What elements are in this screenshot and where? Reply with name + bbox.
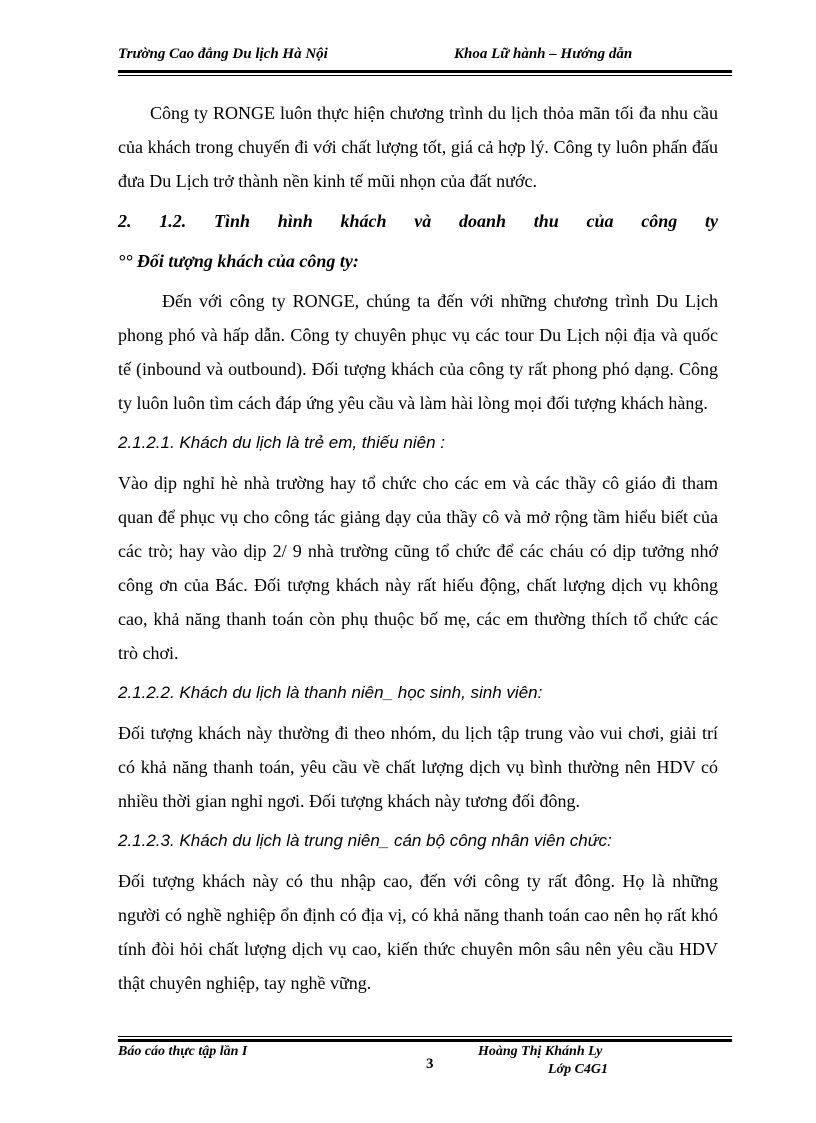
header-school: Trường Cao đẳng Du lịch Hà Nội	[118, 46, 328, 62]
footer-rule-thick	[118, 1039, 732, 1042]
section-title-children: 2.1.2.1. Khách du lịch là trẻ em, thiếu niên :	[118, 433, 445, 452]
section-heading	[118, 204, 718, 238]
heading-word: công	[641, 211, 678, 231]
section-title-youth: 2.1.2.2. Khách du lịch là thanh niên_ học sinh, sinh viên:	[118, 683, 543, 702]
heading-word: hình	[277, 211, 313, 231]
footer-author: Hoàng Thị Khánh Ly	[478, 1044, 603, 1059]
page-header	[118, 44, 732, 70]
audience-paragraph: Đến với công ty RONGE, chúng ta đến với những chương trình Du Lịch phong phó và hấp dẫn. Công ty chuyên phục vụ các tour Du Lịch nội địa và quốc tế (inbound và outbound). Đối tượng khách của công ty rất phong phó dạng. Công ty luôn luôn tìm cách đáp ứng yêu cầu và làm hài lòng mọi đối tượng khách hàng.	[118, 291, 718, 413]
heading-word: ty	[705, 211, 718, 231]
section-text-middle-aged: Đối tượng khách này có thu nhập cao, đến với công ty rất đông. Họ là những người có nghề nghiệp ổn định có địa vị, có khả năng thanh toán cao nên họ rất khó tính đòi hỏi chất lượng dịch vụ cao, kiến thức chuyên môn sâu nên yêu cầu HDV thật chuyên nghiệp, tay nghề vững.	[118, 871, 718, 993]
heading-word: khách	[340, 211, 387, 231]
page-footer	[118, 1044, 732, 1094]
footer-rule-thin	[118, 1036, 732, 1037]
subheading: °° Đối tượng khách của công ty:	[118, 251, 359, 271]
page-number: 3	[426, 1056, 434, 1072]
section-text-children: Vào dịp nghỉ hè nhà trường hay tổ chức cho các em và các thầy cô giáo đi tham quan để phục vụ cho công tác giảng dạy của thầy cô và mở rộng tầm hiểu biết của các trò; hay vào dịp 2/ 9 nhà trường cũng tổ chức để các cháu có dịp tưởng nhớ công ơn của Bác. Đối tượng khách này rất hiếu động, chất lượng dịch vụ không cao, khả năng thanh toán còn phụ thuộc bố mẹ, các em thường thích tổ chức các trò chơi.	[118, 473, 718, 663]
footer-class: Lớp C4G1	[548, 1062, 609, 1077]
header-rule-thick	[118, 70, 732, 73]
heading-word: thu	[533, 211, 559, 231]
section-title-middle-aged: 2.1.2.3. Khách du lịch là trung niên_ cán bộ công nhân viên chức:	[118, 831, 612, 850]
heading-word: doanh	[459, 211, 507, 231]
header-rule-thin	[118, 75, 732, 76]
heading-word: và	[414, 211, 432, 231]
document-body	[118, 96, 718, 1000]
header-faculty: Khoa Lữ hành – Hướng dẫn	[454, 46, 633, 62]
heading-word: của	[586, 211, 614, 231]
heading-word: 2.	[118, 211, 132, 231]
intro-paragraph: Công ty RONGE luôn thực hiện chương trình du lịch thỏa mãn tối đa nhu cầu của khách trong chuyến đi với chất lượng tốt, giá cả hợp lý. Công ty luôn phấn đấu đưa Du Lịch trở thành nền kinh tế mũi nhọn của đất nước.	[118, 103, 718, 191]
footer-report-title: Báo cáo thực tập lần I	[118, 1044, 248, 1059]
heading-word: 1.2.	[159, 211, 187, 231]
section-text-youth: Đối tượng khách này thường đi theo nhóm, du lịch tập trung vào vui chơi, giải trí có khả năng thanh toán, yêu cầu về chất lượng dịch vụ bình thường nên HDV có nhiều thời gian nghỉ ngơi. Đối tượng khách này tương đối đông.	[118, 723, 718, 811]
heading-word: Tình	[213, 211, 250, 231]
